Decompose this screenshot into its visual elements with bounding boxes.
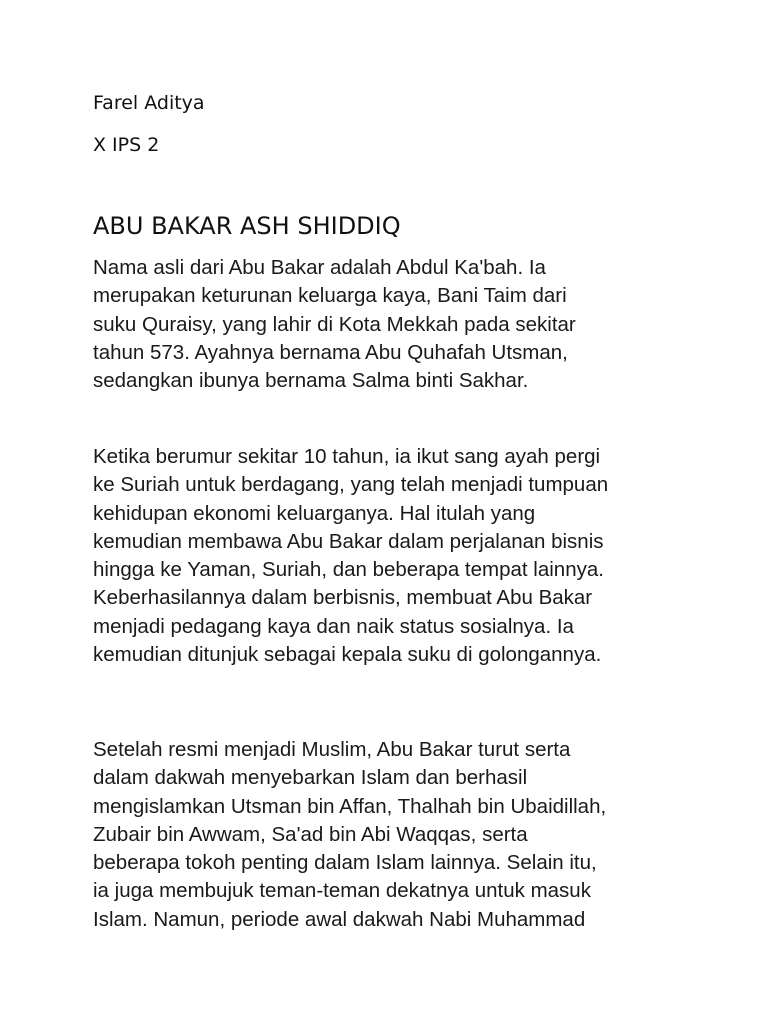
document-title: ABU BAKAR ASH SHIDDIQ: [93, 212, 401, 240]
author-name: Farel Aditya: [93, 92, 205, 114]
class-label: X IPS 2: [93, 134, 160, 156]
paragraph-trade: Ketika berumur sekitar 10 tahun, ia ikut sang ayah pergi ke Suriah untuk berdagang, yang telah menjadi tumpuan kehidupan ekonomi keluarganya. Hal itulah yang kemudian membawa Abu Bakar dalam perjalanan bisnis hingga ke Yaman, Suriah, dan beberapa tempat lainnya. Keberhasilannya dalam berbisnis, membuat Abu Bakar menjadi pedagang kaya dan naik status sosialnya. Ia kemudian ditunjuk sebagai kepala suku di golongannya.: [93, 445, 609, 667]
paragraph-dakwah: Setelah resmi menjadi Muslim, Abu Bakar turut serta dalam dakwah menyebarkan Islam dan berhasil mengislamkan Utsman bin Affan, Thalhah bin Ubaidillah, Zubair bin Awwam, Sa'ad bin Abi Waqqas, serta beberapa tokoh penting dalam Islam lainnya. Selain itu, ia juga membujuk teman-teman dekatnya untuk masuk Islam. Namun, periode awal dakwah Nabi Muhammad: [93, 738, 607, 931]
paragraph-origin: Nama asli dari Abu Bakar adalah Abdul Ka'bah. Ia merupakan keturunan keluarga kaya, Bani Taim dari suku Quraisy, yang lahir di Kota Mekkah pada sekitar tahun 573. Ayahnya bernama Abu Quhafah Utsman, sedangkan ibunya bernama Salma binti Sakhar.: [93, 256, 576, 393]
